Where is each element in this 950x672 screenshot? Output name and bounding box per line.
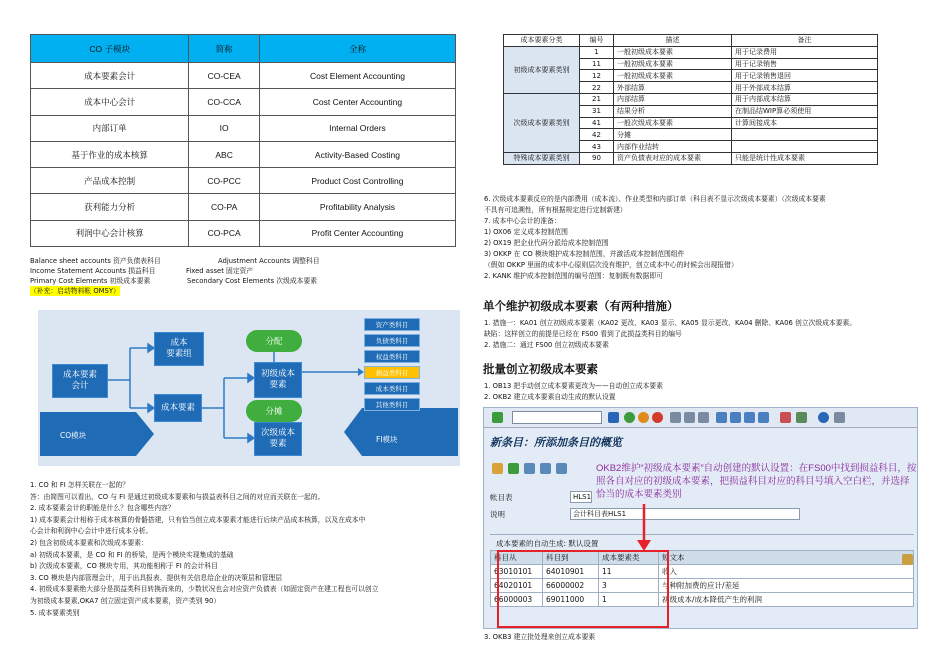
account-from-cell[interactable]: 66000003 [491,593,543,607]
table-cell: Profit Center Accounting [259,220,455,246]
table-header-row [31,35,456,63]
table-cell: 90 [580,152,614,164]
assessment-button: 分摊 [246,400,302,422]
new-session-icon[interactable] [780,412,791,423]
glossary-term: Primary Cost Elements 初级成本要素 [30,277,151,285]
table-cell: 只能是统计性成本要素 [732,152,878,164]
command-field[interactable] [512,411,602,424]
section-title: 成本要素的自动生成: 默认设置 [496,539,599,548]
new-entries-icon[interactable] [508,463,519,474]
glossary-term: Fixed asset 固定资产 [186,267,254,275]
fi-account-item-highlighted: 损益类科目 [364,366,420,379]
table-cell: 资产负债表对应的成本要素 [614,152,732,164]
omsy-note: （补充：启动物料帐 OMSY） [30,287,120,295]
table-cell: 31 [580,105,614,117]
category-cell: 初级成本要素类别 [504,46,580,93]
table-cell [732,129,878,141]
table-cell: 用于记录费用 [732,46,878,58]
copy-icon[interactable] [524,463,535,474]
glossary-term: Secondary Cost Elements 次级成本要素 [187,277,318,285]
table-cell: 利润中心会计核算 [31,220,189,246]
last-step: 3. OKB3 建立批处理来创立成本要素 [484,633,596,641]
table-cell: 内部作业结转 [614,141,732,153]
table-cell: 内部结算 [614,93,732,105]
table-cell: ABC [189,141,260,167]
table-cell: 21 [580,93,614,105]
cost-element-category-cell[interactable]: 3 [599,579,659,593]
qa-line: 3. CO 模块是内部管理会计，用于出具报表、提供有关信息给企业的决策层和管理层 [30,573,282,582]
secondary-cost-element-box: 次级成本 要素 [254,422,302,456]
annotation-arrow-icon [634,504,654,552]
qa-section [30,480,460,619]
table-row [31,115,456,141]
cost-element-group-box: 成本 要素组 [154,332,204,366]
table-cell: 用于内部成本结算 [732,93,878,105]
table-cell: 用于记录销售 [732,58,878,70]
sap-screen-title: 新条目：所添加条目的概览 [490,436,622,449]
table-row [31,141,456,167]
fi-module-label: FI模块 [376,435,398,444]
table-row [31,168,456,194]
co-module-label: CO模块 [60,431,87,440]
table-cell: 一般初级成本要素 [614,58,732,70]
qa-line: 为初级成本要素,OKA7 创立固定资产成本要素，资产类别 90） [30,596,221,605]
table-cell: 12 [580,70,614,82]
shortcut-icon[interactable] [796,412,807,423]
table-cell: CO-CEA [189,63,260,89]
qa-line: 5. 成本要素类别 [30,608,80,617]
grid-header: 科目从 [491,551,543,565]
table-header: CO 子模块 [31,35,189,63]
qa-line: 1) 成本要素会计相称于成本核算的骨骼搭建，只有恰当创立成本要素才能进行后续产品成本核算，以及在成本中 [30,515,366,524]
grid-header: 短文本 [659,551,914,565]
table-cell: 结果分析 [614,105,732,117]
fi-account-item: 资产类科目 [364,318,420,331]
table-cell: CO-CCA [189,89,260,115]
table-header: 编号 [580,35,614,47]
previous-page-icon[interactable] [730,412,741,423]
note-line: 2. KANK 维护成本控制范围的编号范围：复制既有数据即可 [484,272,663,280]
short-text-cell: 与种附加费的应计/差延 [659,579,914,593]
table-cell: 产品成本控制 [31,168,189,194]
step-line: 缺陷：这样创立的前提是已经在 FS00 看到了此损益类科目的编号 [484,330,682,338]
table-cell: Product Cost Controlling [259,168,455,194]
annotation-text: OKB2维护“初级成本要素”自动创建的默认设置：在FS00中找到损益科目，按照各自对应的初级成本要素，把损益科目对应的科目号填入空白栏，并选择恰当的成本要素类别 [596,463,917,500]
undo-icon[interactable] [556,463,567,474]
table-cell: 一般次级成本要素 [614,117,732,129]
table-cell: 成本中心会计 [31,89,189,115]
chart-of-accounts-field[interactable]: HLS1 [570,491,592,503]
sap-window [483,407,918,629]
description-field[interactable]: 会计科目表HLS1 [570,508,800,520]
column-settings-icon[interactable] [902,554,913,565]
qa-line: 答：由简图可以看出，CO 与 FI 是通过初级成本要素和与损益表科目之间的对应而关联在一起的。 [30,492,325,501]
table-row [504,46,878,58]
section-heading: 批量创立初级成本要素 [483,362,598,376]
qa-line: 1. CO 和 FI 怎样关联在一起的？ [30,481,130,489]
table-cell: 在制品结WIP算必须使用 [732,105,878,117]
table-cell: 一般初级成本要素 [614,46,732,58]
table-cell: Internal Orders [259,115,455,141]
check-icon[interactable] [492,412,503,423]
account-to-cell[interactable]: 64010901 [543,565,599,579]
table-cell: IO [189,115,260,141]
highlight-frame [497,550,669,628]
table-header: 备注 [732,35,878,47]
table-cell: 成本要素会计 [31,63,189,89]
qa-line: 4. 初级成本要素绝大部分是损益类科目转换而来的，少数状况也会对应资产负债表（如固定资产在建工程也可以创立 [30,585,379,594]
help-icon[interactable] [818,412,829,423]
fi-account-item: 负债类科目 [364,334,420,347]
table-cell: 外部结算 [614,82,732,94]
table-row [31,220,456,246]
note-line: 3) OKKP 在 CO 模块维护成本控制范围，并激活成本控制范围组件 [484,250,685,258]
account-to-cell[interactable]: 66000002 [543,579,599,593]
account-to-cell[interactable]: 69011000 [543,593,599,607]
layout-menu-icon[interactable] [834,412,845,423]
account-from-cell[interactable]: 64020101 [491,579,543,593]
next-page-icon[interactable] [744,412,755,423]
table-cell: 获利能力分析 [31,194,189,220]
table-header: 全称 [259,35,455,63]
table-cell: 分摊 [614,129,732,141]
glossary [30,256,320,296]
notes-section [484,194,826,282]
step-line: 2. 措施二：通过 FS00 创立初级成本要素 [484,341,609,349]
table-cell: CO-PA [189,194,260,220]
batch-steps [484,381,663,403]
fi-account-item: 权益类科目 [364,350,420,363]
note-line: （假如 OKKP 里面的成本中心原则层次没有维护，创立成本中心的时候会出现报错） [484,261,738,269]
glossary-term: Balance sheet accounts 资产负债表科目 [30,257,161,265]
save-icon[interactable] [608,412,619,423]
table-header: 简称 [189,35,260,63]
note-line: 不具有可追溯性，所有根据规定进行定制新建） [484,206,627,214]
section-heading: 单个维护初级成本要素（有两种措施） [483,299,679,313]
table-header: 描述 [614,35,732,47]
table-cell: CO-PCC [189,168,260,194]
table-cell: 基于作业的成本核算 [31,141,189,167]
delete-icon[interactable] [540,463,551,474]
cost-element-category-cell[interactable]: 1 [599,593,659,607]
table-cell: 11 [580,58,614,70]
qa-line: 2) 包含初级成本要素和次级成本要素： [30,538,148,547]
table-header: 成本要素分类 [504,35,580,47]
first-page-icon[interactable] [716,412,727,423]
single-steps [484,318,856,351]
table-header-row [504,35,878,47]
glossary-term: Income Statement Accounts 损益科目 [30,267,156,275]
step-line: 2. OKB2 建立成本要素自动生成的默认设置 [484,393,616,401]
table-cell: 计算间接成本 [732,117,878,129]
table-cell: 用于记录销售退回 [732,70,878,82]
table-cell: 22 [580,82,614,94]
sap-toolbar [484,408,917,428]
table-cell: 42 [580,129,614,141]
table-cell: Cost Center Accounting [259,89,455,115]
grid-header: 成本要素类 [599,551,659,565]
table-cell: 41 [580,117,614,129]
table-cell: 用于外部成本结算 [732,82,878,94]
step-line: 1. OB13 把手动创立成本要素更改为——自动创立成本要素 [484,382,663,390]
description-label: 说明 [490,510,505,519]
glossary-term: Adjustment Accounts 调整科目 [218,257,320,265]
short-text-cell: 初级成本/成本降低产生的利润 [659,593,914,607]
qa-line: 2. 成本要素会计的职能是什么？包含哪些内容？ [30,504,175,513]
note-line: 6. 次级成本要素反应的是内部费用（成本流）、作业类型和内部订单（科目表不显示次级成本要素）（次级成本要素 [484,195,826,203]
table-cell: 1 [580,46,614,58]
qa-line: a) 初级成本要素，是 CO 和 FI 的桥梁，是两个模块实现集成的基础 [30,550,234,559]
table-row [504,152,878,164]
fi-module-arrow-icon [344,402,460,462]
primary-cost-element-box: 初级成本 要素 [254,362,302,398]
chart-of-accounts-label: 帐目表 [490,493,513,502]
step-line: 1. 措施一：KA01 创立初级成本要素（KA02 更改、KA03 显示、KA05 显示更改、KA04 删除、KA06 创立次级成本要素。 [484,319,857,327]
co-fi-diagram [38,310,460,466]
note-line: 2) OX19 把企业代码分派给成本控制范围 [484,239,609,247]
cost-element-category-table [503,34,878,165]
last-page-icon[interactable] [758,412,769,423]
cost-element-box: 成本要素 [154,394,202,422]
table-cell [732,141,878,153]
distribute-button: 分配 [246,330,302,352]
co-submodule-table [30,34,456,247]
back-icon[interactable] [624,412,635,423]
fi-account-item: 成本类科目 [364,382,420,395]
table-cell: CO-PCA [189,220,260,246]
qa-line: b) 次级成本要素，CO 模块专用，其功能相称于 FI 的会计科目 [30,562,218,571]
table-cell: 内部订单 [31,115,189,141]
table-row [31,194,456,220]
category-cell: 特殊成本要素类别 [504,152,580,164]
mapping-arrow-icon [302,366,364,376]
exit-icon[interactable] [638,412,649,423]
note-line: 1) OX06 定义成本控制范围 [484,228,568,236]
table-cell: Profitability Analysis [259,194,455,220]
cost-element-category-cell[interactable]: 11 [599,565,659,579]
short-text-cell: 收入 [659,565,914,579]
table-cell: Activity-Based Costing [259,141,455,167]
print-icon[interactable] [670,412,681,423]
cancel-icon[interactable] [652,412,663,423]
table-cell: 一般初级成本要素 [614,70,732,82]
find-next-icon[interactable] [698,412,709,423]
table-cell: 43 [580,141,614,153]
account-from-cell[interactable]: 63010101 [491,565,543,579]
find-icon[interactable] [684,412,695,423]
note-line: 7. 成本中心会计的准备： [484,217,561,225]
grid-header: 科目到 [543,551,599,565]
table-row [31,63,456,89]
qa-line: 心会计和利润中心会计中进行成本分析。 [30,527,153,536]
fi-account-item: 其他类科目 [364,398,420,411]
table-cell: Cost Element Accounting [259,63,455,89]
cost-element-accounting-box: 成本要素 会计 [52,364,108,398]
category-cell: 次级成本要素类别 [504,93,580,152]
change-icon[interactable] [492,463,503,474]
table-row [504,93,878,105]
section-divider [490,534,914,548]
table-row [31,89,456,115]
